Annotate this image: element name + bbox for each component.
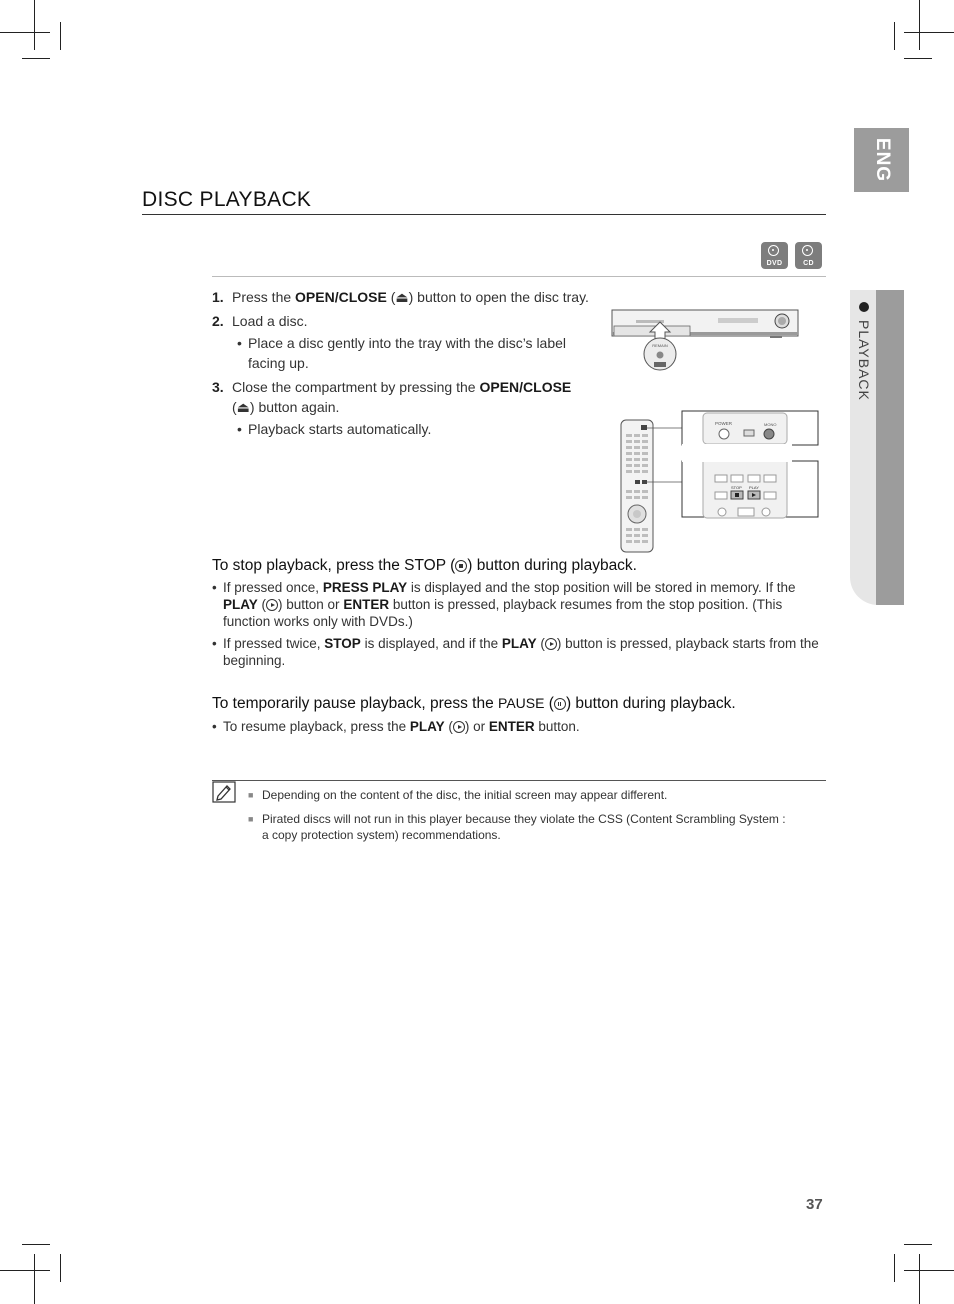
- title-rule: [142, 214, 826, 215]
- section-tab: [850, 290, 904, 605]
- stop-bullet-1: • If pressed once, PRESS PLAY is displayed and the stop position will be stored in memory. If the PLAY ( ) button or ENTER button is pressed, playback resumes from the stop position. (This function works only with DVDs.): [212, 580, 796, 629]
- play-icon: [266, 599, 278, 611]
- note-rule: [212, 780, 826, 781]
- crop-mark: [0, 32, 50, 33]
- eject-icon: ⏏: [395, 289, 409, 305]
- remote-control-illustration: [618, 408, 822, 554]
- mono-button-label: MONO: [764, 422, 777, 427]
- play-icon: [453, 721, 465, 733]
- crop-mark: [894, 1254, 895, 1282]
- note-1: ■ Depending on the content of the disc, the initial screen may appear different.: [248, 788, 668, 802]
- crop-mark: [60, 1254, 61, 1282]
- page-title: DISC PLAYBACK: [142, 188, 312, 211]
- crop-mark: [919, 0, 920, 50]
- dvd-player-illustration: [610, 306, 802, 372]
- crop-mark: [904, 58, 932, 59]
- stop-icon: [455, 560, 467, 572]
- bullet-dot-icon: [859, 302, 869, 312]
- crop-mark: [60, 22, 61, 50]
- power-button-label: POWER: [715, 421, 733, 426]
- crop-mark: [22, 58, 50, 59]
- crop-mark: [904, 32, 954, 33]
- crop-mark: [34, 1254, 35, 1304]
- crop-mark: [0, 1270, 50, 1271]
- pause-icon: [554, 698, 566, 710]
- crop-mark: [919, 1254, 920, 1304]
- language-tab-label: ENG: [871, 137, 893, 183]
- cd-disc-icon: CD: [795, 242, 822, 269]
- section-tab-label: PLAYBACK: [853, 302, 875, 401]
- language-tab: [854, 128, 909, 192]
- crop-mark: [894, 22, 895, 50]
- remain-button-label: REMAIN: [652, 343, 668, 348]
- stop-heading: To stop playback, press the STOP ( ) button during playback.: [212, 557, 637, 574]
- crop-mark: [904, 1270, 954, 1271]
- stop-bullet-2: • If pressed twice, STOP is displayed, and if the PLAY ( ) button is pressed, playback starts from the beginning.: [212, 636, 819, 668]
- stop-button-label: STOP: [731, 485, 742, 490]
- crop-mark: [904, 1244, 932, 1245]
- note-pencil-icon: [212, 781, 236, 803]
- page-number: 37: [806, 1196, 823, 1213]
- pause-bullet: • To resume playback, press the PLAY ( ) or ENTER button.: [212, 719, 580, 734]
- play-button-label: PLAY: [749, 485, 759, 490]
- eject-icon: ⏏: [236, 399, 250, 415]
- dvd-disc-icon: DVD: [761, 242, 788, 269]
- note-2: ■ Pirated discs will not run in this player because they violate the CSS (Content Scrambling System : a copy protection system) recommendations.: [248, 812, 786, 842]
- section-rule: [212, 276, 826, 277]
- pause-heading: To temporarily pause playback, press the PAUSE ( ) button during playback.: [212, 695, 736, 712]
- crop-mark: [22, 1244, 50, 1245]
- crop-mark: [34, 0, 35, 50]
- play-icon: [545, 638, 557, 650]
